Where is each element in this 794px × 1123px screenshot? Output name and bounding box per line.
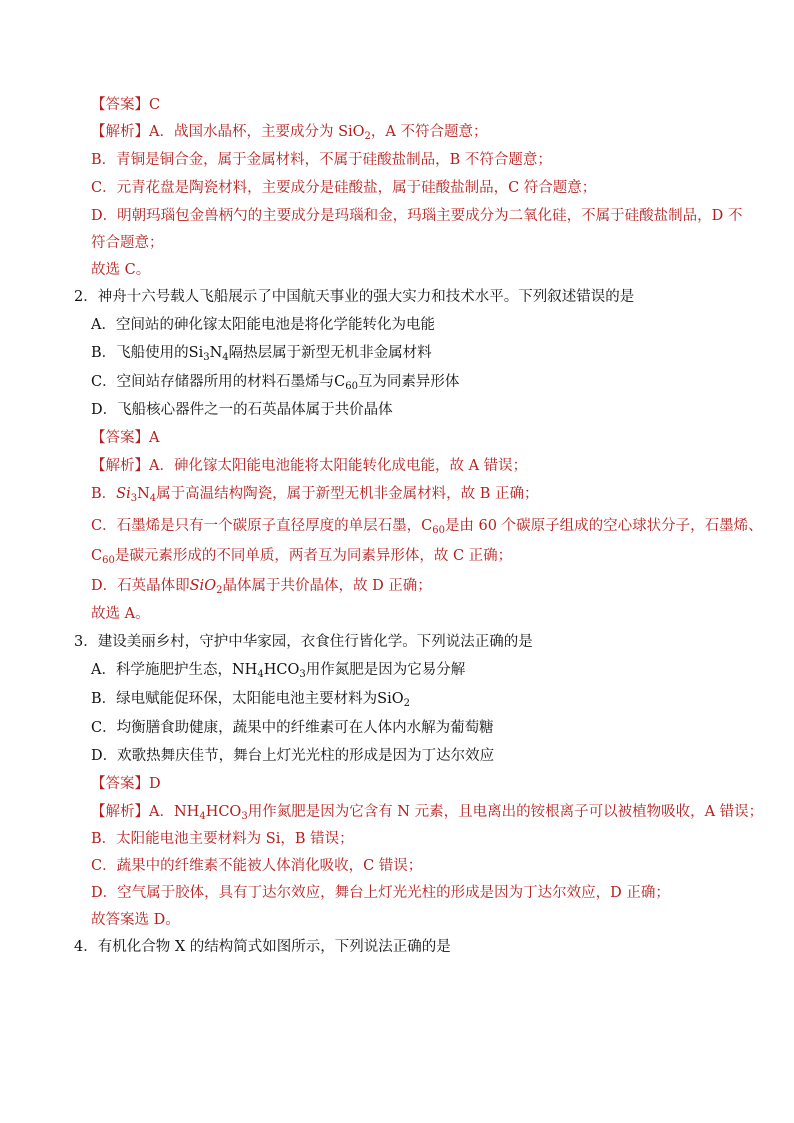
q2-stem: 2．神舟十六号载人飞船展示了中国航天事业的强大实力和技术水平。下列叙述错误的是 [74, 289, 635, 305]
q3-analysis-a: 【解析】A．$NH_4HCO_3$用作氮肥是因为它含有 N 元素，且电离出的铵根离子可以被植物吸收，A 错误； [91, 804, 764, 822]
q1-conclusion: 故选 C。 [91, 262, 151, 278]
q3-analysis-c: C．蔬果中的纤维素不能被人体消化吸收，C 错误； [91, 858, 423, 874]
answer-value: A [149, 430, 160, 446]
q2-analysis-c-line1: C．石墨烯是只有一个碳原子直径厚度的单层石墨，$C_{60}$是由 60 个碳原子组成的空心球状分子，石墨烯、 [91, 518, 763, 536]
q2-analysis-c-line2: $C_{60}$是碳元素形成的不同单质，两者互为同素异形体，故 C 正确； [91, 548, 513, 566]
q3-option-d: D．欢歌热舞庆佳节，舞台上灯光光柱的形成是因为丁达尔效应 [91, 748, 495, 764]
analysis-label: 【解析】 [91, 124, 149, 140]
q2-option-c: C．空间站存储器所用的材料石墨烯与$C_{60}$互为同素异形体 [91, 374, 460, 392]
answer-label: 【答案】 [91, 430, 149, 446]
q1-analysis-c: C．元青花盘是陶瓷材料，主要成分是硅酸盐，属于硅酸盐制品，C 符合题意； [91, 180, 597, 196]
q2-option-d: D．飞船核心器件之一的石英晶体属于共价晶体 [91, 402, 393, 418]
answer-label: 【答案】 [91, 97, 149, 113]
q3-option-b: B．绿电赋能促环保，太阳能电池主要材料为SiO$_2$ [91, 691, 410, 709]
q3-analysis-d: D．空气属于胶体，具有丁达尔效应，舞台上灯光光柱的形成是因为丁达尔效应，D 正确； [91, 885, 670, 901]
q1-answer [91, 95, 160, 115]
q2-option-a: A．空间站的砷化镓太阳能电池是将化学能转化为电能 [91, 317, 435, 333]
q2-option-b: B．飞船使用的$Si_3N_4$隔热层属于新型无机非金属材料 [91, 345, 432, 363]
q1-analysis-d-line1: D．明朝玛瑙包金兽柄勺的主要成分是玛瑙和金，玛瑙主要成分为二氧化硅，不属于硅酸盐制品，D 不 [91, 208, 743, 224]
q2-analysis-b: B．$Si_3N_4$属于高温结构陶瓷，属于新型无机非金属材料，故 B 正确； [91, 486, 539, 504]
q2-analysis-a: 【解析】A．砷化镓太阳能电池能将太阳能转化成电能，故 A 错误； [91, 458, 528, 474]
answer-value: C [149, 97, 161, 113]
q1-analysis-d-line2: 符合题意； [91, 235, 164, 251]
q2-conclusion: 故选 A。 [91, 606, 150, 622]
analysis-label: 【解析】 [91, 458, 149, 474]
q2-analysis-d: D．石英晶体即SiO$_2$晶体属于共价晶体，故 D 正确； [91, 578, 432, 596]
q3-conclusion: 故答案选 D。 [91, 912, 180, 928]
answer-label: 【答案】 [91, 776, 149, 792]
q3-answer [91, 774, 161, 794]
q1-analysis-b: B．青铜是铜合金，属于金属材料，不属于硅酸盐制品，B 不符合题意； [91, 152, 552, 168]
q4-stem: 4．有机化合物 X 的结构简式如图所示，下列说法正确的是 [74, 939, 451, 955]
q3-option-a: A．科学施肥护生态，$NH_4HCO_3$用作氮肥是因为它易分解 [91, 662, 466, 680]
q3-analysis-b: B．太阳能电池主要材料为 Si，B 错误； [91, 831, 354, 847]
analysis-label: 【解析】 [91, 804, 149, 820]
q2-answer [91, 428, 159, 448]
answer-value: D [149, 776, 161, 792]
q3-option-c: C．均衡膳食助健康，蔬果中的纤维素可在人体内水解为葡萄糖 [91, 720, 494, 736]
q3-stem: 3．建设美丽乡村，守护中华家园，衣食住行皆化学。下列说法正确的是 [74, 634, 533, 650]
q1-analysis-a: 【解析】A．战国水晶杯，主要成分为 SiO$_2$，A 不符合题意； [91, 124, 488, 142]
